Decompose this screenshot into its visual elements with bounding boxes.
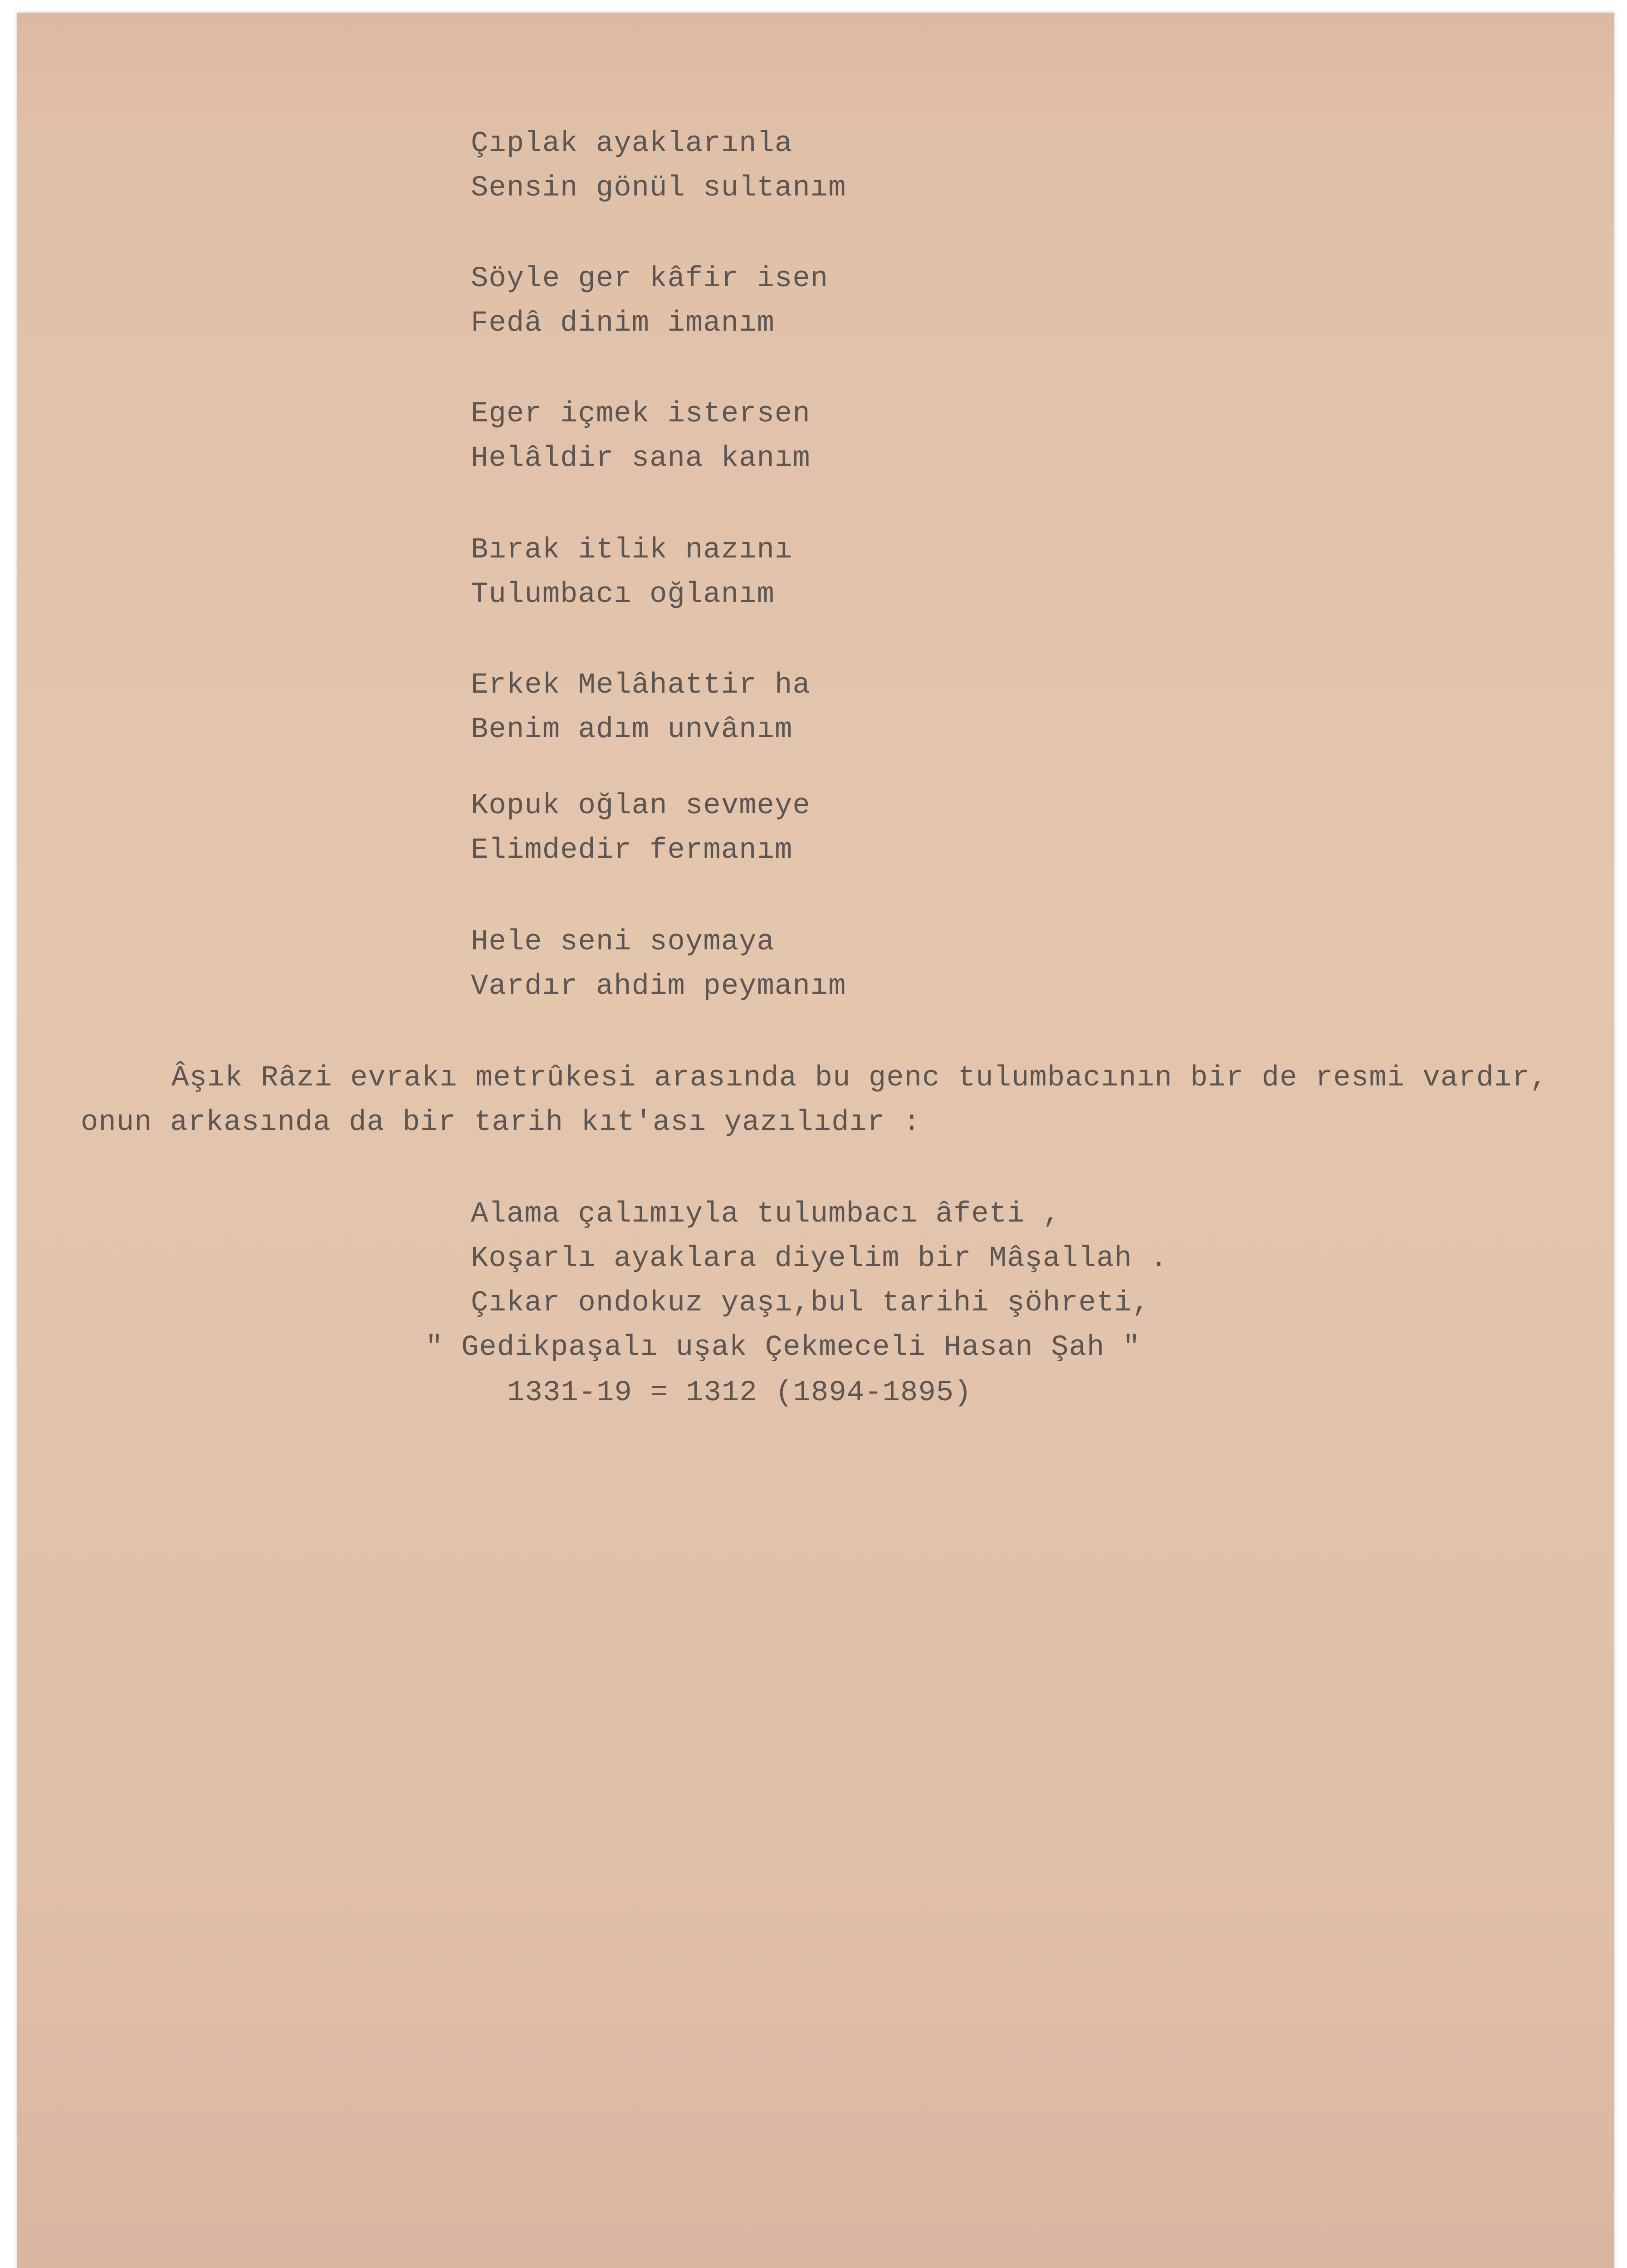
poem-line: Vardır ahdim peymanım xyxy=(471,970,846,1003)
poem-line: Söyle ger kâfir isen xyxy=(471,263,829,295)
poem-line: Tulumbacı oğlanım xyxy=(471,578,775,611)
poem-line: Sensin gönül sultanım xyxy=(471,172,846,205)
poem-line: Çıplak ayaklarınla xyxy=(471,127,793,160)
poem-line: Fedâ dinim imanım xyxy=(471,307,775,340)
poem-line: Helâldir sana kanım xyxy=(471,442,811,475)
paragraph-line: Âşık Râzi evrakı metrûkesi arasında bu genc tulumbacının bir de resmi vardır, xyxy=(171,1062,1548,1095)
tarih-line: Çıkar ondokuz yaşı,bul tarihi şöhreti, xyxy=(471,1287,1150,1320)
tarih-date: 1331-19 = 1312 (1894-1895) xyxy=(507,1377,972,1409)
poem-line: Erkek Melâhattir ha xyxy=(471,669,811,702)
poem-line: Hele seni soymaya xyxy=(471,926,775,958)
poem-line: Bırak itlik nazını xyxy=(471,534,793,567)
paragraph-line: onun arkasında da bir tarih kıt'ası yazılıdır : xyxy=(81,1106,921,1139)
tarih-line: " Gedikpaşalı uşak Çekmeceli Hasan Şah " xyxy=(425,1331,1141,1364)
typewritten-page xyxy=(17,13,1614,2268)
poem-line: Kopuk oğlan sevmeye xyxy=(471,790,811,822)
tarih-line: Koşarlı ayaklara diyelim bir Mâşallah . xyxy=(471,1242,1168,1275)
tarih-line: Alama çalımıyla tulumbacı âfeti , xyxy=(471,1198,1061,1231)
poem-line: Elimdedir fermanım xyxy=(471,834,793,867)
poem-line: Eger içmek istersen xyxy=(471,398,811,430)
poem-line: Benim adım unvânım xyxy=(471,714,793,746)
